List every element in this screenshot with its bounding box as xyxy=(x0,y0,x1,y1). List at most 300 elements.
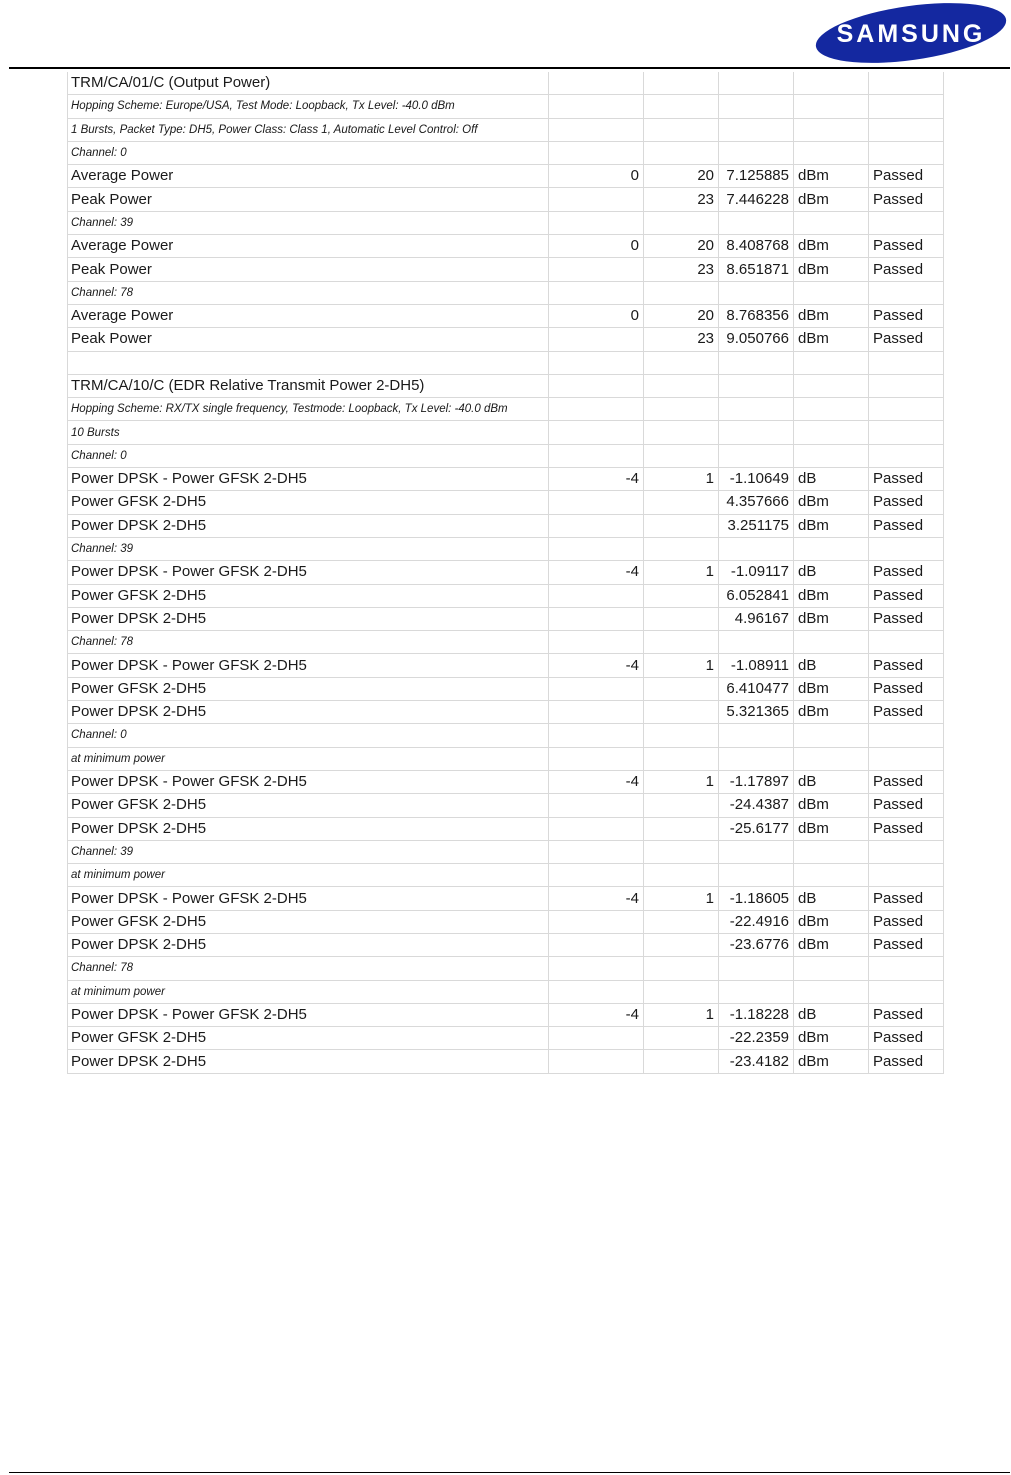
unit-cell: dB xyxy=(794,654,869,677)
unit-cell: dBm xyxy=(794,817,869,840)
measured-value-cell: -23.6776 xyxy=(719,933,794,956)
measured-value-cell: -22.2359 xyxy=(719,1027,794,1050)
table-row xyxy=(68,165,944,188)
test-name-cell: Power GFSK 2-DH5 xyxy=(68,677,549,700)
result-cell xyxy=(869,351,944,374)
measured-value-cell: 5.321365 xyxy=(719,701,794,724)
result-cell xyxy=(869,864,944,887)
measured-value-cell: 6.410477 xyxy=(719,677,794,700)
lower-limit-cell xyxy=(549,817,644,840)
measured-value-cell: -22.4916 xyxy=(719,910,794,933)
upper-limit-cell xyxy=(644,537,719,560)
upper-limit-cell: 1 xyxy=(644,887,719,910)
unit-cell: dBm xyxy=(794,794,869,817)
upper-limit-cell xyxy=(644,980,719,1003)
measured-value-cell: -1.10649 xyxy=(719,468,794,491)
info-row xyxy=(68,724,944,747)
result-cell xyxy=(869,421,944,444)
unit-cell: dBm xyxy=(794,514,869,537)
lower-limit-cell xyxy=(549,957,644,980)
table-row xyxy=(68,817,944,840)
test-name-cell: TRM/CA/01/C (Output Power) xyxy=(68,72,549,95)
unit-cell xyxy=(794,537,869,560)
lower-limit-cell xyxy=(549,95,644,118)
unit-cell xyxy=(794,281,869,304)
upper-limit-cell xyxy=(644,398,719,421)
test-name-cell: Channel: 78 xyxy=(68,957,549,980)
test-name-cell: Channel: 0 xyxy=(68,444,549,467)
measured-value-cell: -1.17897 xyxy=(719,770,794,793)
measured-value-cell xyxy=(719,374,794,397)
unit-cell xyxy=(794,351,869,374)
test-name-cell: Channel: 39 xyxy=(68,211,549,234)
lower-limit-cell xyxy=(549,840,644,863)
measured-value-cell xyxy=(719,351,794,374)
upper-limit-cell xyxy=(644,794,719,817)
test-name-cell: Power DPSK 2-DH5 xyxy=(68,514,549,537)
lower-limit-cell xyxy=(549,537,644,560)
info-row xyxy=(68,281,944,304)
unit-cell xyxy=(794,141,869,164)
test-name-cell: Power GFSK 2-DH5 xyxy=(68,794,549,817)
measured-value-cell xyxy=(719,747,794,770)
lower-limit-cell: -4 xyxy=(549,1003,644,1026)
result-cell xyxy=(869,211,944,234)
upper-limit-cell: 23 xyxy=(644,328,719,351)
result-cell: Passed xyxy=(869,328,944,351)
measured-value-cell xyxy=(719,980,794,1003)
lower-limit-cell xyxy=(549,910,644,933)
table-row xyxy=(68,304,944,327)
lower-limit-cell: -4 xyxy=(549,561,644,584)
info-row xyxy=(68,537,944,560)
table-row xyxy=(68,770,944,793)
lower-limit-cell xyxy=(549,444,644,467)
upper-limit-cell: 1 xyxy=(644,654,719,677)
upper-limit-cell xyxy=(644,95,719,118)
lower-limit-cell xyxy=(549,141,644,164)
unit-cell xyxy=(794,957,869,980)
unit-cell xyxy=(794,72,869,95)
result-cell: Passed xyxy=(869,1003,944,1026)
upper-limit-cell: 20 xyxy=(644,165,719,188)
result-cell: Passed xyxy=(869,188,944,211)
upper-limit-cell xyxy=(644,211,719,234)
test-name-cell: Power GFSK 2-DH5 xyxy=(68,1027,549,1050)
measured-value-cell xyxy=(719,444,794,467)
lower-limit-cell xyxy=(549,281,644,304)
info-row xyxy=(68,747,944,770)
lower-limit-cell xyxy=(549,211,644,234)
lower-limit-cell xyxy=(549,118,644,141)
samsung-logo xyxy=(813,1,1009,65)
test-name-cell: Power GFSK 2-DH5 xyxy=(68,584,549,607)
svg-text:SAMSUNG: SAMSUNG xyxy=(836,20,986,48)
footer-rule xyxy=(9,1472,1010,1473)
measured-value-cell xyxy=(719,840,794,863)
lower-limit-cell xyxy=(549,607,644,630)
unit-cell xyxy=(794,118,869,141)
table-row xyxy=(68,1050,944,1073)
upper-limit-cell xyxy=(644,817,719,840)
measured-value-cell: -24.4387 xyxy=(719,794,794,817)
unit-cell xyxy=(794,747,869,770)
result-cell: Passed xyxy=(869,491,944,514)
upper-limit-cell xyxy=(644,957,719,980)
unit-cell: dBm xyxy=(794,933,869,956)
lower-limit-cell xyxy=(549,328,644,351)
unit-cell xyxy=(794,840,869,863)
result-cell xyxy=(869,957,944,980)
lower-limit-cell: -4 xyxy=(549,887,644,910)
test-name-cell: at minimum power xyxy=(68,864,549,887)
test-name-cell: Power DPSK 2-DH5 xyxy=(68,817,549,840)
measured-value-cell: 8.768356 xyxy=(719,304,794,327)
lower-limit-cell xyxy=(549,514,644,537)
upper-limit-cell xyxy=(644,421,719,444)
result-cell: Passed xyxy=(869,1027,944,1050)
info-row xyxy=(68,118,944,141)
test-name-cell: at minimum power xyxy=(68,747,549,770)
upper-limit-cell xyxy=(644,444,719,467)
results-table xyxy=(67,72,944,1074)
measured-value-cell: -25.6177 xyxy=(719,817,794,840)
test-name-cell: Power DPSK 2-DH5 xyxy=(68,701,549,724)
test-name-cell: Channel: 0 xyxy=(68,141,549,164)
measured-value-cell xyxy=(719,724,794,747)
upper-limit-cell xyxy=(644,281,719,304)
test-name-cell: Hopping Scheme: Europe/USA, Test Mode: Loopback, Tx Level: -40.0 dBm xyxy=(68,95,549,118)
upper-limit-cell xyxy=(644,1050,719,1073)
info-row xyxy=(68,398,944,421)
lower-limit-cell: -4 xyxy=(549,654,644,677)
lower-limit-cell xyxy=(549,631,644,654)
table-row xyxy=(68,561,944,584)
lower-limit-cell xyxy=(549,864,644,887)
result-cell: Passed xyxy=(869,677,944,700)
info-row xyxy=(68,980,944,1003)
lower-limit-cell xyxy=(549,724,644,747)
table-row xyxy=(68,468,944,491)
lower-limit-cell xyxy=(549,794,644,817)
unit-cell: dBm xyxy=(794,235,869,258)
lower-limit-cell xyxy=(549,188,644,211)
measured-value-cell xyxy=(719,95,794,118)
test-name-cell: TRM/CA/10/C (EDR Relative Transmit Power 2-DH5) xyxy=(68,374,549,397)
info-row xyxy=(68,957,944,980)
unit-cell xyxy=(794,374,869,397)
result-cell xyxy=(869,537,944,560)
unit-cell: dBm xyxy=(794,491,869,514)
measured-value-cell xyxy=(719,631,794,654)
table-row xyxy=(68,491,944,514)
unit-cell xyxy=(794,724,869,747)
table-row xyxy=(68,887,944,910)
info-row xyxy=(68,840,944,863)
result-cell: Passed xyxy=(869,468,944,491)
info-row xyxy=(68,631,944,654)
info-row xyxy=(68,444,944,467)
result-cell xyxy=(869,631,944,654)
lower-limit-cell xyxy=(549,421,644,444)
lower-limit-cell xyxy=(549,933,644,956)
measured-value-cell: 7.446228 xyxy=(719,188,794,211)
upper-limit-cell: 23 xyxy=(644,258,719,281)
unit-cell: dB xyxy=(794,887,869,910)
table-row xyxy=(68,514,944,537)
unit-cell xyxy=(794,95,869,118)
test-name-cell: Power GFSK 2-DH5 xyxy=(68,910,549,933)
unit-cell xyxy=(794,444,869,467)
unit-cell: dB xyxy=(794,1003,869,1026)
unit-cell: dBm xyxy=(794,910,869,933)
upper-limit-cell xyxy=(644,724,719,747)
table-row xyxy=(68,188,944,211)
result-cell xyxy=(869,72,944,95)
unit-cell: dB xyxy=(794,770,869,793)
unit-cell xyxy=(794,398,869,421)
result-cell: Passed xyxy=(869,235,944,258)
unit-cell: dB xyxy=(794,561,869,584)
measured-value-cell: -1.09117 xyxy=(719,561,794,584)
upper-limit-cell: 20 xyxy=(644,304,719,327)
test-name-cell: Peak Power xyxy=(68,258,549,281)
result-cell xyxy=(869,118,944,141)
info-row xyxy=(68,211,944,234)
test-name-cell: Peak Power xyxy=(68,328,549,351)
test-name-cell: Power DPSK 2-DH5 xyxy=(68,933,549,956)
test-name-cell: Power GFSK 2-DH5 xyxy=(68,491,549,514)
test-name-cell: Power DPSK - Power GFSK 2-DH5 xyxy=(68,887,549,910)
lower-limit-cell xyxy=(549,980,644,1003)
result-cell xyxy=(869,980,944,1003)
upper-limit-cell: 1 xyxy=(644,770,719,793)
measured-value-cell: 6.052841 xyxy=(719,584,794,607)
lower-limit-cell: 0 xyxy=(549,235,644,258)
test-name-cell: Channel: 39 xyxy=(68,537,549,560)
unit-cell: dBm xyxy=(794,1027,869,1050)
upper-limit-cell xyxy=(644,72,719,95)
unit-cell: dBm xyxy=(794,701,869,724)
test-name-cell: Power DPSK - Power GFSK 2-DH5 xyxy=(68,770,549,793)
test-name-cell: Average Power xyxy=(68,304,549,327)
test-name-cell: Average Power xyxy=(68,235,549,258)
lower-limit-cell xyxy=(549,1050,644,1073)
result-cell: Passed xyxy=(869,770,944,793)
upper-limit-cell: 23 xyxy=(644,188,719,211)
measured-value-cell: -1.18228 xyxy=(719,1003,794,1026)
unit-cell: dBm xyxy=(794,584,869,607)
results-table-body xyxy=(68,72,944,1073)
measured-value-cell: 9.050766 xyxy=(719,328,794,351)
unit-cell: dBm xyxy=(794,677,869,700)
upper-limit-cell xyxy=(644,840,719,863)
measured-value-cell xyxy=(719,398,794,421)
upper-limit-cell xyxy=(644,351,719,374)
upper-limit-cell: 1 xyxy=(644,468,719,491)
blank-row xyxy=(68,351,944,374)
lower-limit-cell xyxy=(549,258,644,281)
lower-limit-cell: 0 xyxy=(549,165,644,188)
measured-value-cell xyxy=(719,537,794,560)
test-name-cell: 10 Bursts xyxy=(68,421,549,444)
measured-value-cell xyxy=(719,118,794,141)
measured-value-cell: -1.08911 xyxy=(719,654,794,677)
table-row xyxy=(68,1003,944,1026)
result-cell xyxy=(869,747,944,770)
upper-limit-cell xyxy=(644,910,719,933)
test-name-cell: 1 Bursts, Packet Type: DH5, Power Class: Class 1, Automatic Level Control: Off xyxy=(68,118,549,141)
test-name-cell: Hopping Scheme: RX/TX single frequency, Testmode: Loopback, Tx Level: -40.0 dBm xyxy=(68,398,549,421)
result-cell: Passed xyxy=(869,887,944,910)
lower-limit-cell xyxy=(549,677,644,700)
result-cell: Passed xyxy=(869,654,944,677)
test-name-cell: Power DPSK - Power GFSK 2-DH5 xyxy=(68,1003,549,1026)
lower-limit-cell xyxy=(549,701,644,724)
result-cell: Passed xyxy=(869,561,944,584)
result-cell: Passed xyxy=(869,910,944,933)
upper-limit-cell: 1 xyxy=(644,561,719,584)
test-results-sheet xyxy=(67,72,943,1074)
measured-value-cell xyxy=(719,281,794,304)
result-cell: Passed xyxy=(869,1050,944,1073)
lower-limit-cell xyxy=(549,747,644,770)
unit-cell: dBm xyxy=(794,304,869,327)
measured-value-cell xyxy=(719,141,794,164)
upper-limit-cell xyxy=(644,141,719,164)
unit-cell: dBm xyxy=(794,188,869,211)
table-row xyxy=(68,910,944,933)
lower-limit-cell xyxy=(549,491,644,514)
result-cell xyxy=(869,724,944,747)
table-row xyxy=(68,235,944,258)
table-row xyxy=(68,701,944,724)
test-name-cell: Peak Power xyxy=(68,188,549,211)
measured-value-cell: -1.18605 xyxy=(719,887,794,910)
unit-cell: dB xyxy=(794,468,869,491)
test-name-cell: Channel: 78 xyxy=(68,631,549,654)
table-row xyxy=(68,328,944,351)
test-name-cell: Channel: 39 xyxy=(68,840,549,863)
upper-limit-cell xyxy=(644,864,719,887)
test-name-cell: Power DPSK 2-DH5 xyxy=(68,1050,549,1073)
result-cell xyxy=(869,141,944,164)
measured-value-cell xyxy=(719,72,794,95)
header-rule xyxy=(9,67,1010,69)
test-name-cell: Channel: 78 xyxy=(68,281,549,304)
info-row xyxy=(68,864,944,887)
upper-limit-cell xyxy=(644,701,719,724)
lower-limit-cell: -4 xyxy=(549,770,644,793)
table-row xyxy=(68,607,944,630)
upper-limit-cell xyxy=(644,747,719,770)
table-row xyxy=(68,677,944,700)
measured-value-cell xyxy=(719,957,794,980)
info-row xyxy=(68,95,944,118)
lower-limit-cell xyxy=(549,1027,644,1050)
lower-limit-cell xyxy=(549,72,644,95)
upper-limit-cell xyxy=(644,607,719,630)
test-name-cell: Power DPSK - Power GFSK 2-DH5 xyxy=(68,654,549,677)
result-cell xyxy=(869,444,944,467)
result-cell xyxy=(869,398,944,421)
test-name-cell xyxy=(68,351,549,374)
upper-limit-cell xyxy=(644,631,719,654)
measured-value-cell: 8.651871 xyxy=(719,258,794,281)
upper-limit-cell: 1 xyxy=(644,1003,719,1026)
test-name-cell: Average Power xyxy=(68,165,549,188)
result-cell: Passed xyxy=(869,584,944,607)
measured-value-cell: 4.357666 xyxy=(719,491,794,514)
upper-limit-cell xyxy=(644,677,719,700)
lower-limit-cell xyxy=(549,351,644,374)
test-name-cell: Power DPSK - Power GFSK 2-DH5 xyxy=(68,468,549,491)
lower-limit-cell xyxy=(549,398,644,421)
unit-cell: dBm xyxy=(794,258,869,281)
result-cell xyxy=(869,374,944,397)
table-row xyxy=(68,794,944,817)
lower-limit-cell xyxy=(549,584,644,607)
upper-limit-cell xyxy=(644,584,719,607)
test-name-cell: Channel: 0 xyxy=(68,724,549,747)
result-cell: Passed xyxy=(869,304,944,327)
result-cell: Passed xyxy=(869,701,944,724)
measured-value-cell: 4.96167 xyxy=(719,607,794,630)
measured-value-cell xyxy=(719,864,794,887)
result-cell: Passed xyxy=(869,165,944,188)
result-cell: Passed xyxy=(869,817,944,840)
upper-limit-cell xyxy=(644,491,719,514)
measured-value-cell: 7.125885 xyxy=(719,165,794,188)
unit-cell xyxy=(794,421,869,444)
result-cell: Passed xyxy=(869,933,944,956)
test-name-cell: Power DPSK - Power GFSK 2-DH5 xyxy=(68,561,549,584)
result-cell: Passed xyxy=(869,258,944,281)
info-row xyxy=(68,141,944,164)
measured-value-cell xyxy=(719,211,794,234)
upper-limit-cell xyxy=(644,514,719,537)
table-row xyxy=(68,584,944,607)
measured-value-cell: 8.408768 xyxy=(719,235,794,258)
lower-limit-cell xyxy=(549,374,644,397)
upper-limit-cell xyxy=(644,374,719,397)
info-row xyxy=(68,421,944,444)
unit-cell: dBm xyxy=(794,328,869,351)
unit-cell xyxy=(794,980,869,1003)
unit-cell xyxy=(794,864,869,887)
lower-limit-cell: 0 xyxy=(549,304,644,327)
unit-cell: dBm xyxy=(794,607,869,630)
result-cell xyxy=(869,281,944,304)
table-row xyxy=(68,933,944,956)
measured-value-cell: -23.4182 xyxy=(719,1050,794,1073)
lower-limit-cell: -4 xyxy=(549,468,644,491)
measured-value-cell: 3.251175 xyxy=(719,514,794,537)
result-cell xyxy=(869,95,944,118)
measured-value-cell xyxy=(719,421,794,444)
result-cell: Passed xyxy=(869,794,944,817)
upper-limit-cell xyxy=(644,933,719,956)
result-cell: Passed xyxy=(869,514,944,537)
result-cell: Passed xyxy=(869,607,944,630)
upper-limit-cell xyxy=(644,118,719,141)
upper-limit-cell xyxy=(644,1027,719,1050)
table-row xyxy=(68,258,944,281)
unit-cell xyxy=(794,631,869,654)
section-title-row xyxy=(68,72,944,95)
upper-limit-cell: 20 xyxy=(644,235,719,258)
table-row xyxy=(68,654,944,677)
